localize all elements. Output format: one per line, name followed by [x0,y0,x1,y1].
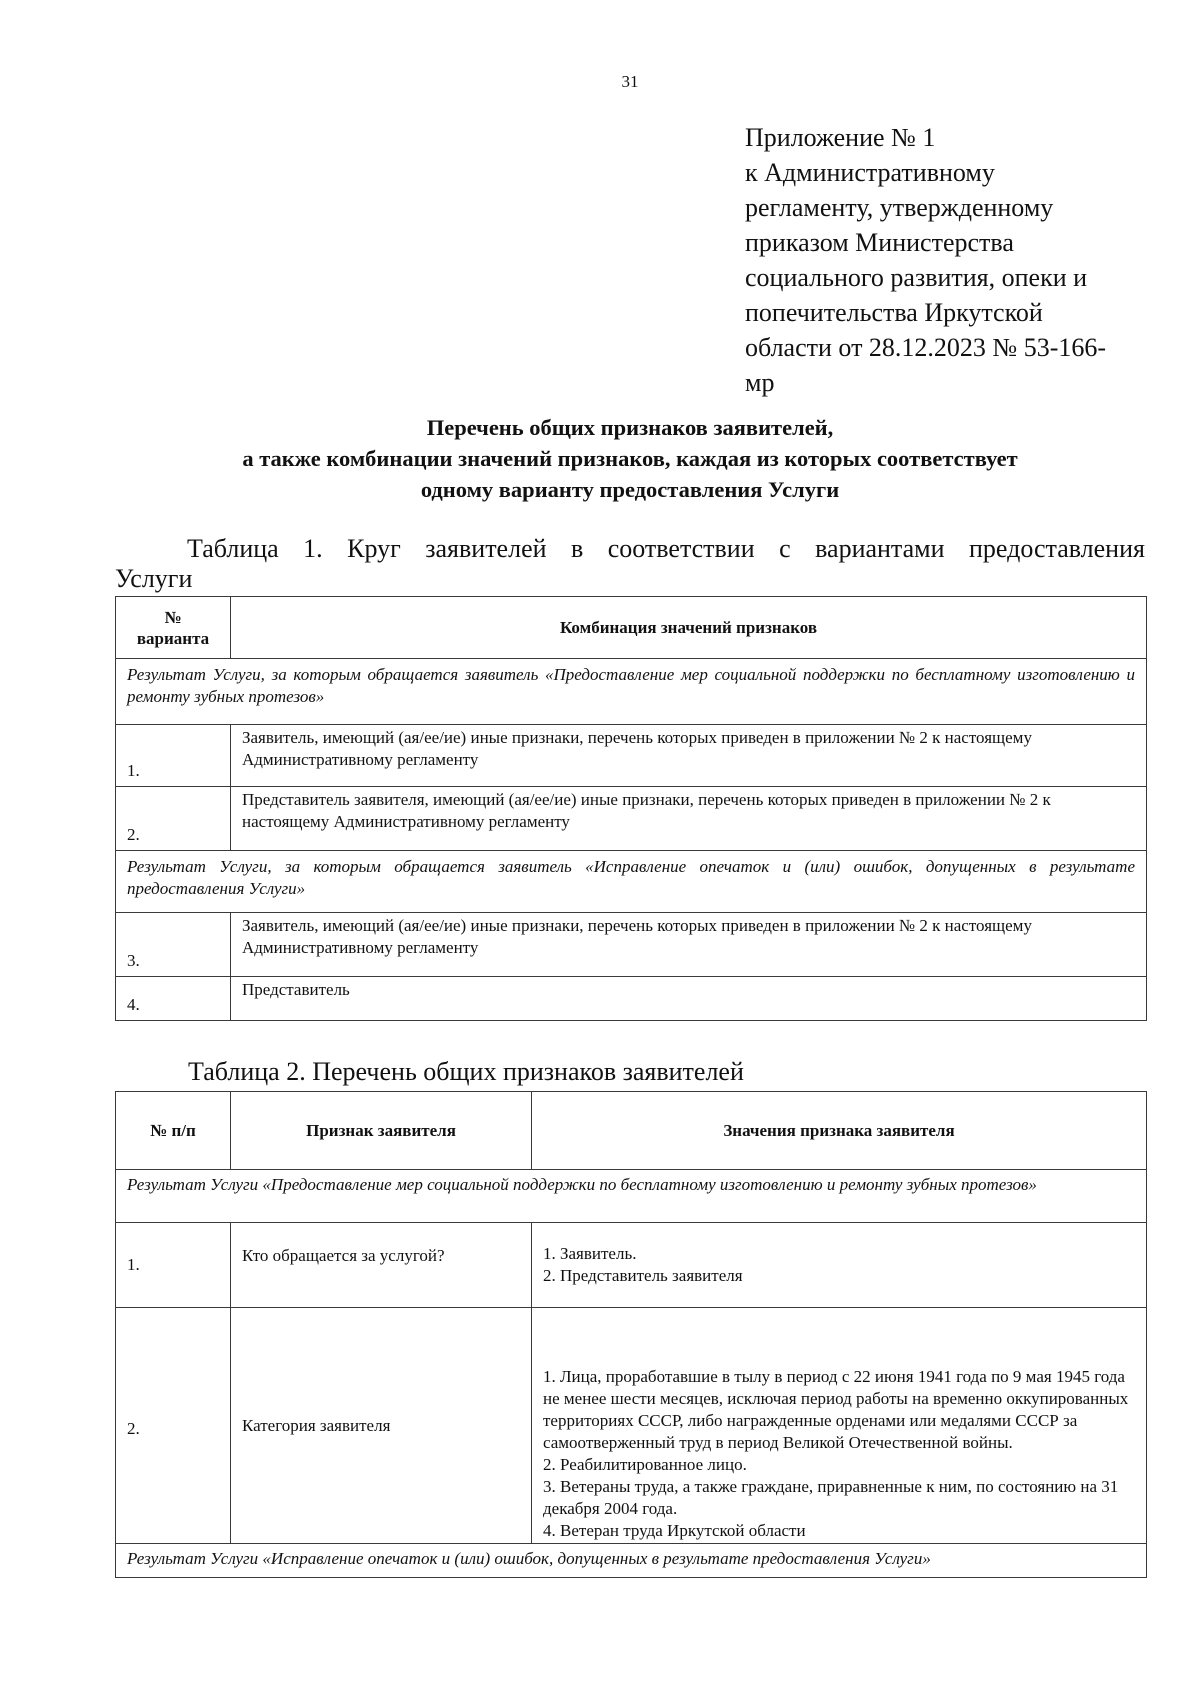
table2-header-feature: Признак заявителя [231,1092,532,1170]
table2-header-values: Значения признака заявителя [532,1092,1147,1170]
table2-row-feature: Кто обращается за услугой? [231,1223,532,1308]
table1-row-num: 4. [116,977,231,1021]
title-line: одному варианту предоставления Услуги [420,477,840,502]
header-num-symbol: № [164,607,182,627]
table-row [116,725,1147,787]
appendix-line: к Административному [745,158,995,187]
table1-section-row [116,851,1147,913]
table2-row-feature: Категория заявителя [231,1308,532,1544]
appendix-line: социального развития, опеки и [745,263,1088,292]
table1-section-2: Результат Услуги, за которым обращается заявитель «Исправление опечаток и (или) ошибок, допущенных в результате предоставления Услуги» [116,851,1147,913]
appendix-block [745,120,1165,400]
table1-header-num [116,597,231,659]
table2-section-1: Результат Услуги «Предоставление мер социальной поддержки по бесплатному изготовлению и ремонту зубных протезов» [116,1170,1147,1223]
table1-row-num: 3. [116,913,231,977]
table1-header-row [116,597,1147,659]
table1-section-1: Результат Услуги, за которым обращается заявитель «Предоставление мер социальной поддержки по бесплатному изготовлению и ремонту зубных протезов» [116,659,1147,725]
table2-row-num: 2. [116,1308,231,1544]
value-item: 2. Реабилитированное лицо. [543,1455,747,1474]
table1-caption [115,534,1145,594]
caption-word: с [779,534,791,563]
appendix-line: регламенту, утвержденному [745,193,1054,222]
table1-section-row [116,659,1147,725]
table2-header-row [116,1092,1147,1170]
caption-word: заявителей [425,534,547,563]
appendix-line: области от 28.12.2023 № 53-166- [745,333,1107,362]
value-item: 4. Ветеран труда Иркутской области [543,1521,806,1540]
table2-header-num: № п/п [116,1092,231,1170]
table1-caption-line [115,534,1145,564]
table2-row-values [532,1308,1147,1544]
appendix-line: приказом Министерства [745,228,1014,257]
caption-word: Круг [347,534,401,563]
title-line: Перечень общих признаков заявителей, [426,415,834,440]
table-row [116,787,1147,851]
table-row [116,1223,1147,1308]
table2-section-2: Результат Услуги «Исправление опечаток и (или) ошибок, допущенных в результате предоставления Услуги» [116,1544,1147,1578]
value-item: 1. Заявитель. [543,1244,637,1263]
header-num-label: варианта [136,628,210,648]
value-item: 1. Лица, проработавшие в тылу в период с 22 июня 1941 года по 9 мая 1945 года не менее шести месяцев, исключая период работы на временно оккупированных территориях СССР, либо награжденные орденами или медалями СССР за самоотверженный труд в период Великой Отечественной войны. [543,1367,1129,1452]
caption-word: вариантами [815,534,945,563]
appendix-line: Приложение № 1 [745,123,936,152]
title-line: а также комбинации значений признаков, каждая из которых соответствует [242,446,1018,471]
table1-row-num: 1. [116,725,231,787]
caption-word: в [570,534,584,563]
table2-row-values [532,1223,1147,1308]
table1-row-text: Заявитель, имеющий (ая/ее/ие) иные признаки, перечень которых приведен в приложении № 2 к настоящему Административному регламенту [231,725,1147,787]
table-row [116,1308,1147,1544]
table-row [116,913,1147,977]
table1-row-text: Представитель заявителя, имеющий (ая/ее/ие) иные признаки, перечень которых приведен в приложении № 2 к настоящему Административному регламенту [231,787,1147,851]
table1-row-text: Представитель [231,977,1147,1021]
table2 [115,1091,1147,1578]
value-item: 2. Представитель заявителя [543,1266,743,1285]
caption-word: 1. [303,534,323,563]
page-number: 31 [621,72,639,91]
value-item: 3. Ветераны труда, а также граждане, приравненные к ним, по состоянию на 31 декабря 2004 года. [543,1477,1119,1518]
caption-word: предоставления [968,534,1145,563]
appendix-line: попечительства Иркутской [745,298,1043,327]
table2-section-row [116,1544,1147,1578]
table1 [115,596,1147,1021]
table2-section-row [116,1170,1147,1223]
caption-word: соответствии [607,534,755,563]
table1-row-text: Заявитель, имеющий (ая/ее/ие) иные признаки, перечень которых приведен в приложении № 2 к настоящему Административному регламенту [231,913,1147,977]
table1-caption-tail: Услуги [115,564,193,593]
appendix-line: мр [745,368,775,397]
table-row [116,977,1147,1021]
caption-word: Таблица [187,534,279,563]
table1-row-num: 2. [116,787,231,851]
table1-header-combination: Комбинация значений признаков [231,597,1147,659]
table2-caption: Таблица 2. Перечень общих признаков заявителей [188,1057,744,1086]
table2-row-num: 1. [116,1223,231,1308]
document-title [115,412,1145,505]
